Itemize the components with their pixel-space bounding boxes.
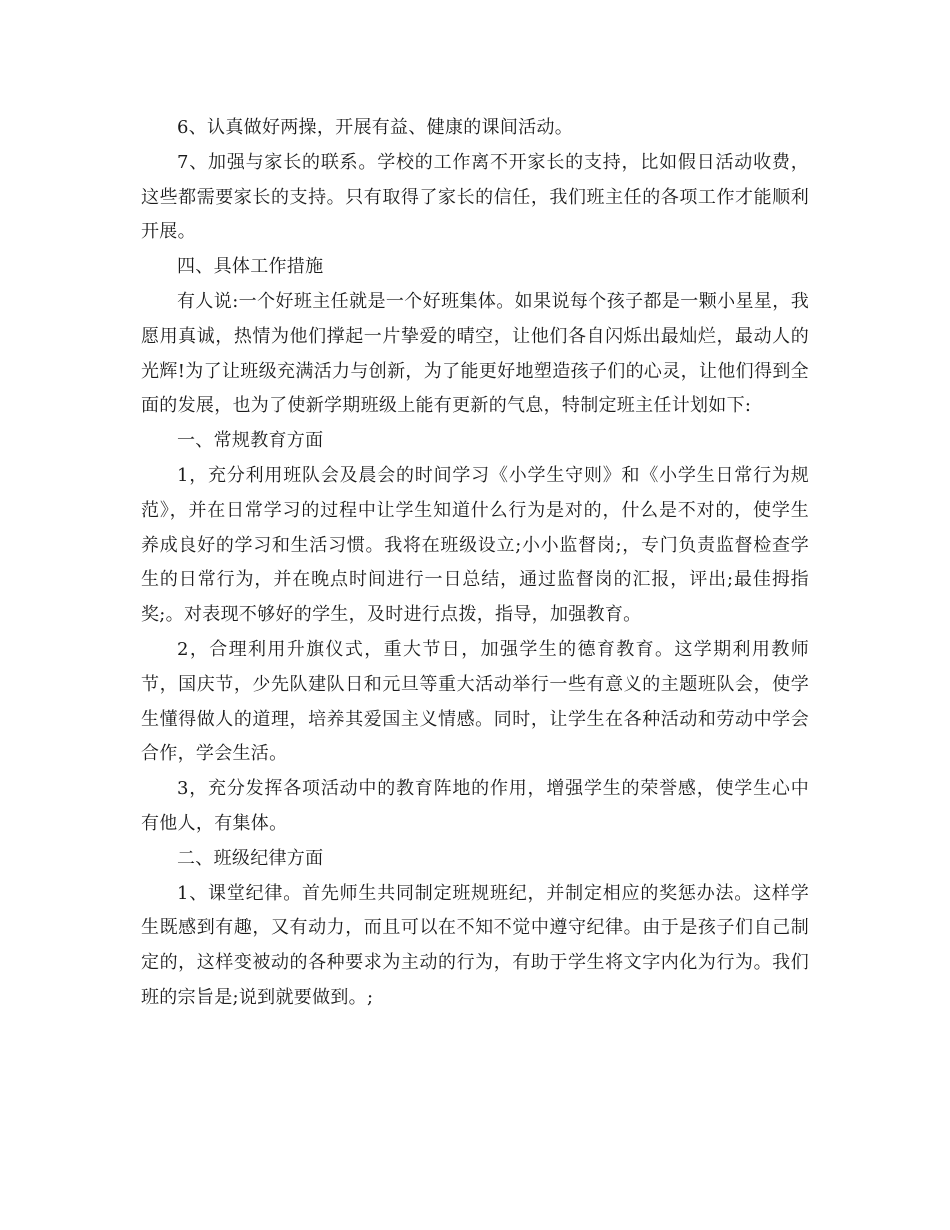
paragraph-item-7-parents: 7、加强与家长的联系。学校的工作离不开家长的支持，比如假日活动收费，这些都需要家长的支持。只有取得了家长的信任，我们班主任的各项工作才能顺利开展。 <box>141 151 809 243</box>
paragraph-discipline-1: 1、课堂纪律。首先师生共同制定班规班纪，并制定相应的奖惩办法。这样学生既感到有趣，又有动力，而且可以在不知不觉中遵守纪律。由于是孩子们自己制定的，这样变被动的各种要求为主动的行为，有助于学生将文字内化为行为。我们班的宗旨是;说到就要做到。; <box>141 882 809 1008</box>
section-heading-4: 四、具体工作措施 <box>177 256 324 278</box>
paragraph-routine-2: 2，合理利用升旗仪式，重大节日，加强学生的德育教育。这学期利用教师节，国庆节，少先队建队日和元旦等重大活动举行一些有意义的主题班队会，使学生懂得做人的道理，培养其爱国主义情感。同时，让学生在各种活动和劳动中学会合作，学会生活。 <box>141 638 809 765</box>
section-heading-2: 二、班级纪律方面 <box>177 847 324 869</box>
paragraph-intro: 有人说:一个好班主任就是一个好班集体。如果说每个孩子都是一颗小星星，我愿用真诚，热情为他们撑起一片挚爱的晴空，让他们各自闪烁出最灿烂，最动人的光辉!为了让班级充满活力与创新，为了能更好地塑造孩子们的心灵，让他们得到全面的发展，也为了使新学期班级上能有更新的气息，特制定班主任计划如下: <box>141 290 809 417</box>
paragraph-item-6-two-exercises: 6、认真做好两操，开展有益、健康的课间活动。 <box>177 117 574 138</box>
section-heading-1: 一、常规教育方面 <box>177 430 324 452</box>
paragraph-routine-3: 3，充分发挥各项活动中的教育阵地的作用，增强学生的荣誉感，使学生心中有他人，有集体。 <box>141 778 809 834</box>
document-body <box>141 111 809 1016</box>
paragraph-routine-1: 1，充分利用班队会及晨会的时间学习《小学生守则》和《小学生日常行为规范》，并在日常学习的过程中让学生知道什么行为是对的，什么是不对的，使学生养成良好的学习和生活习惯。我将在班级设立;小小监督岗;，专门负责监督检查学生的日常行为，并在晚点时间进行一日总结，通过监督岗的汇报，评出;最佳拇指奖;。对表现不够好的学生，及时进行点拨，指导，加强教育。 <box>141 464 809 626</box>
